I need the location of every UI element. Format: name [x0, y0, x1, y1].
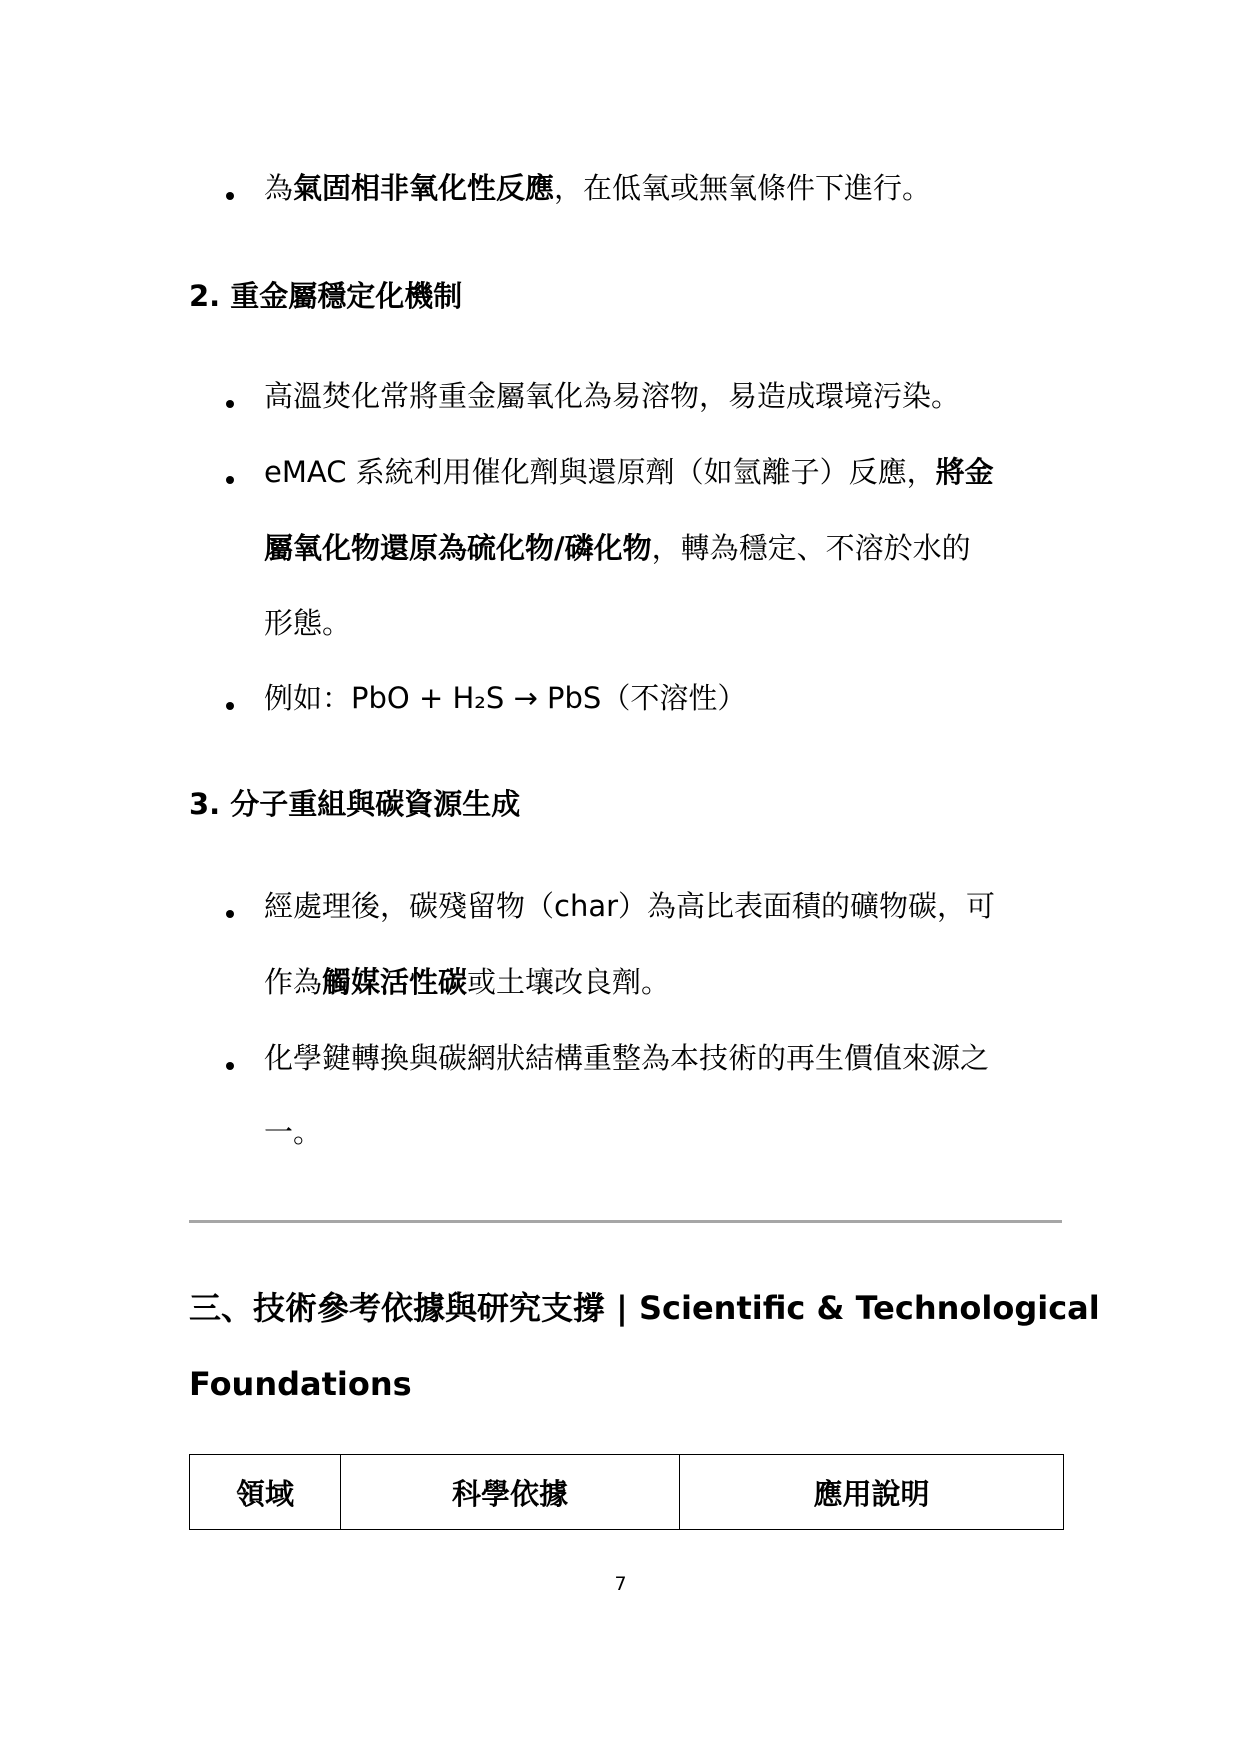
bullet-dot	[226, 192, 234, 200]
bullet-emac-line2	[264, 528, 971, 568]
text: eMAC 系統利用催化劑與還原劑（如氫離子）反應，	[264, 455, 936, 489]
bullet-emac-line3: 形態。	[264, 606, 352, 640]
table-header-row	[190, 1455, 1064, 1530]
header-cell-basis: 科學依據	[341, 1455, 680, 1530]
bullet-emac-line1	[264, 452, 994, 492]
section-title-line2: Foundations	[189, 1365, 412, 1403]
page-number: 7	[614, 1573, 627, 1595]
bold-text: 觸媒活性碳	[322, 965, 468, 999]
reference-table	[189, 1454, 1064, 1530]
bold-text: 屬氧化物還原為硫化物/磷化物	[264, 531, 652, 565]
bullet-bond-line1: 化學鍵轉換與碳網狀結構重整為本技術的再生價值來源之	[264, 1041, 990, 1075]
bullet-dot	[226, 476, 234, 484]
header-cell-application: 應用說明	[680, 1455, 1064, 1530]
bullet-dot	[226, 702, 234, 710]
bold-text: 將金	[935, 455, 994, 489]
bullet-dot	[226, 400, 234, 408]
bold-text: 氣固相非氧化性反應	[293, 171, 555, 205]
bullet-reaction-type	[264, 168, 931, 208]
bullet-char-line1: 經處理後，碳殘留物（char）為高比表面積的礦物碳，可	[264, 889, 996, 923]
bullet-incineration: 高溫焚化常將重金屬氧化為易溶物，易造成環境污染。	[264, 379, 961, 413]
bullet-char-line2	[264, 962, 670, 1002]
text: ，在低氧或無氧條件下進行。	[554, 171, 932, 205]
bullet-bond-line2: 一。	[264, 1115, 323, 1149]
section-heading-2: 2. 重金屬穩定化機制	[189, 279, 463, 313]
bullet-dot	[226, 910, 234, 918]
text: 或土壤改良劑。	[467, 965, 671, 999]
text: ，轉為穩定、不溶於水的	[651, 531, 971, 565]
text: 為	[264, 171, 294, 205]
bullet-example-reaction: 例如：PbO + H₂S → PbS（不溶性）	[264, 681, 747, 715]
section-heading-3: 3. 分子重組與碳資源生成	[189, 787, 521, 821]
horizontal-divider	[189, 1220, 1062, 1223]
section-title-line1: 三、技術參考依據與研究支撐 | Scientific & Technological	[189, 1289, 1100, 1327]
bullet-dot	[226, 1062, 234, 1070]
text: 作為	[264, 965, 323, 999]
header-cell-domain: 領域	[190, 1455, 341, 1530]
